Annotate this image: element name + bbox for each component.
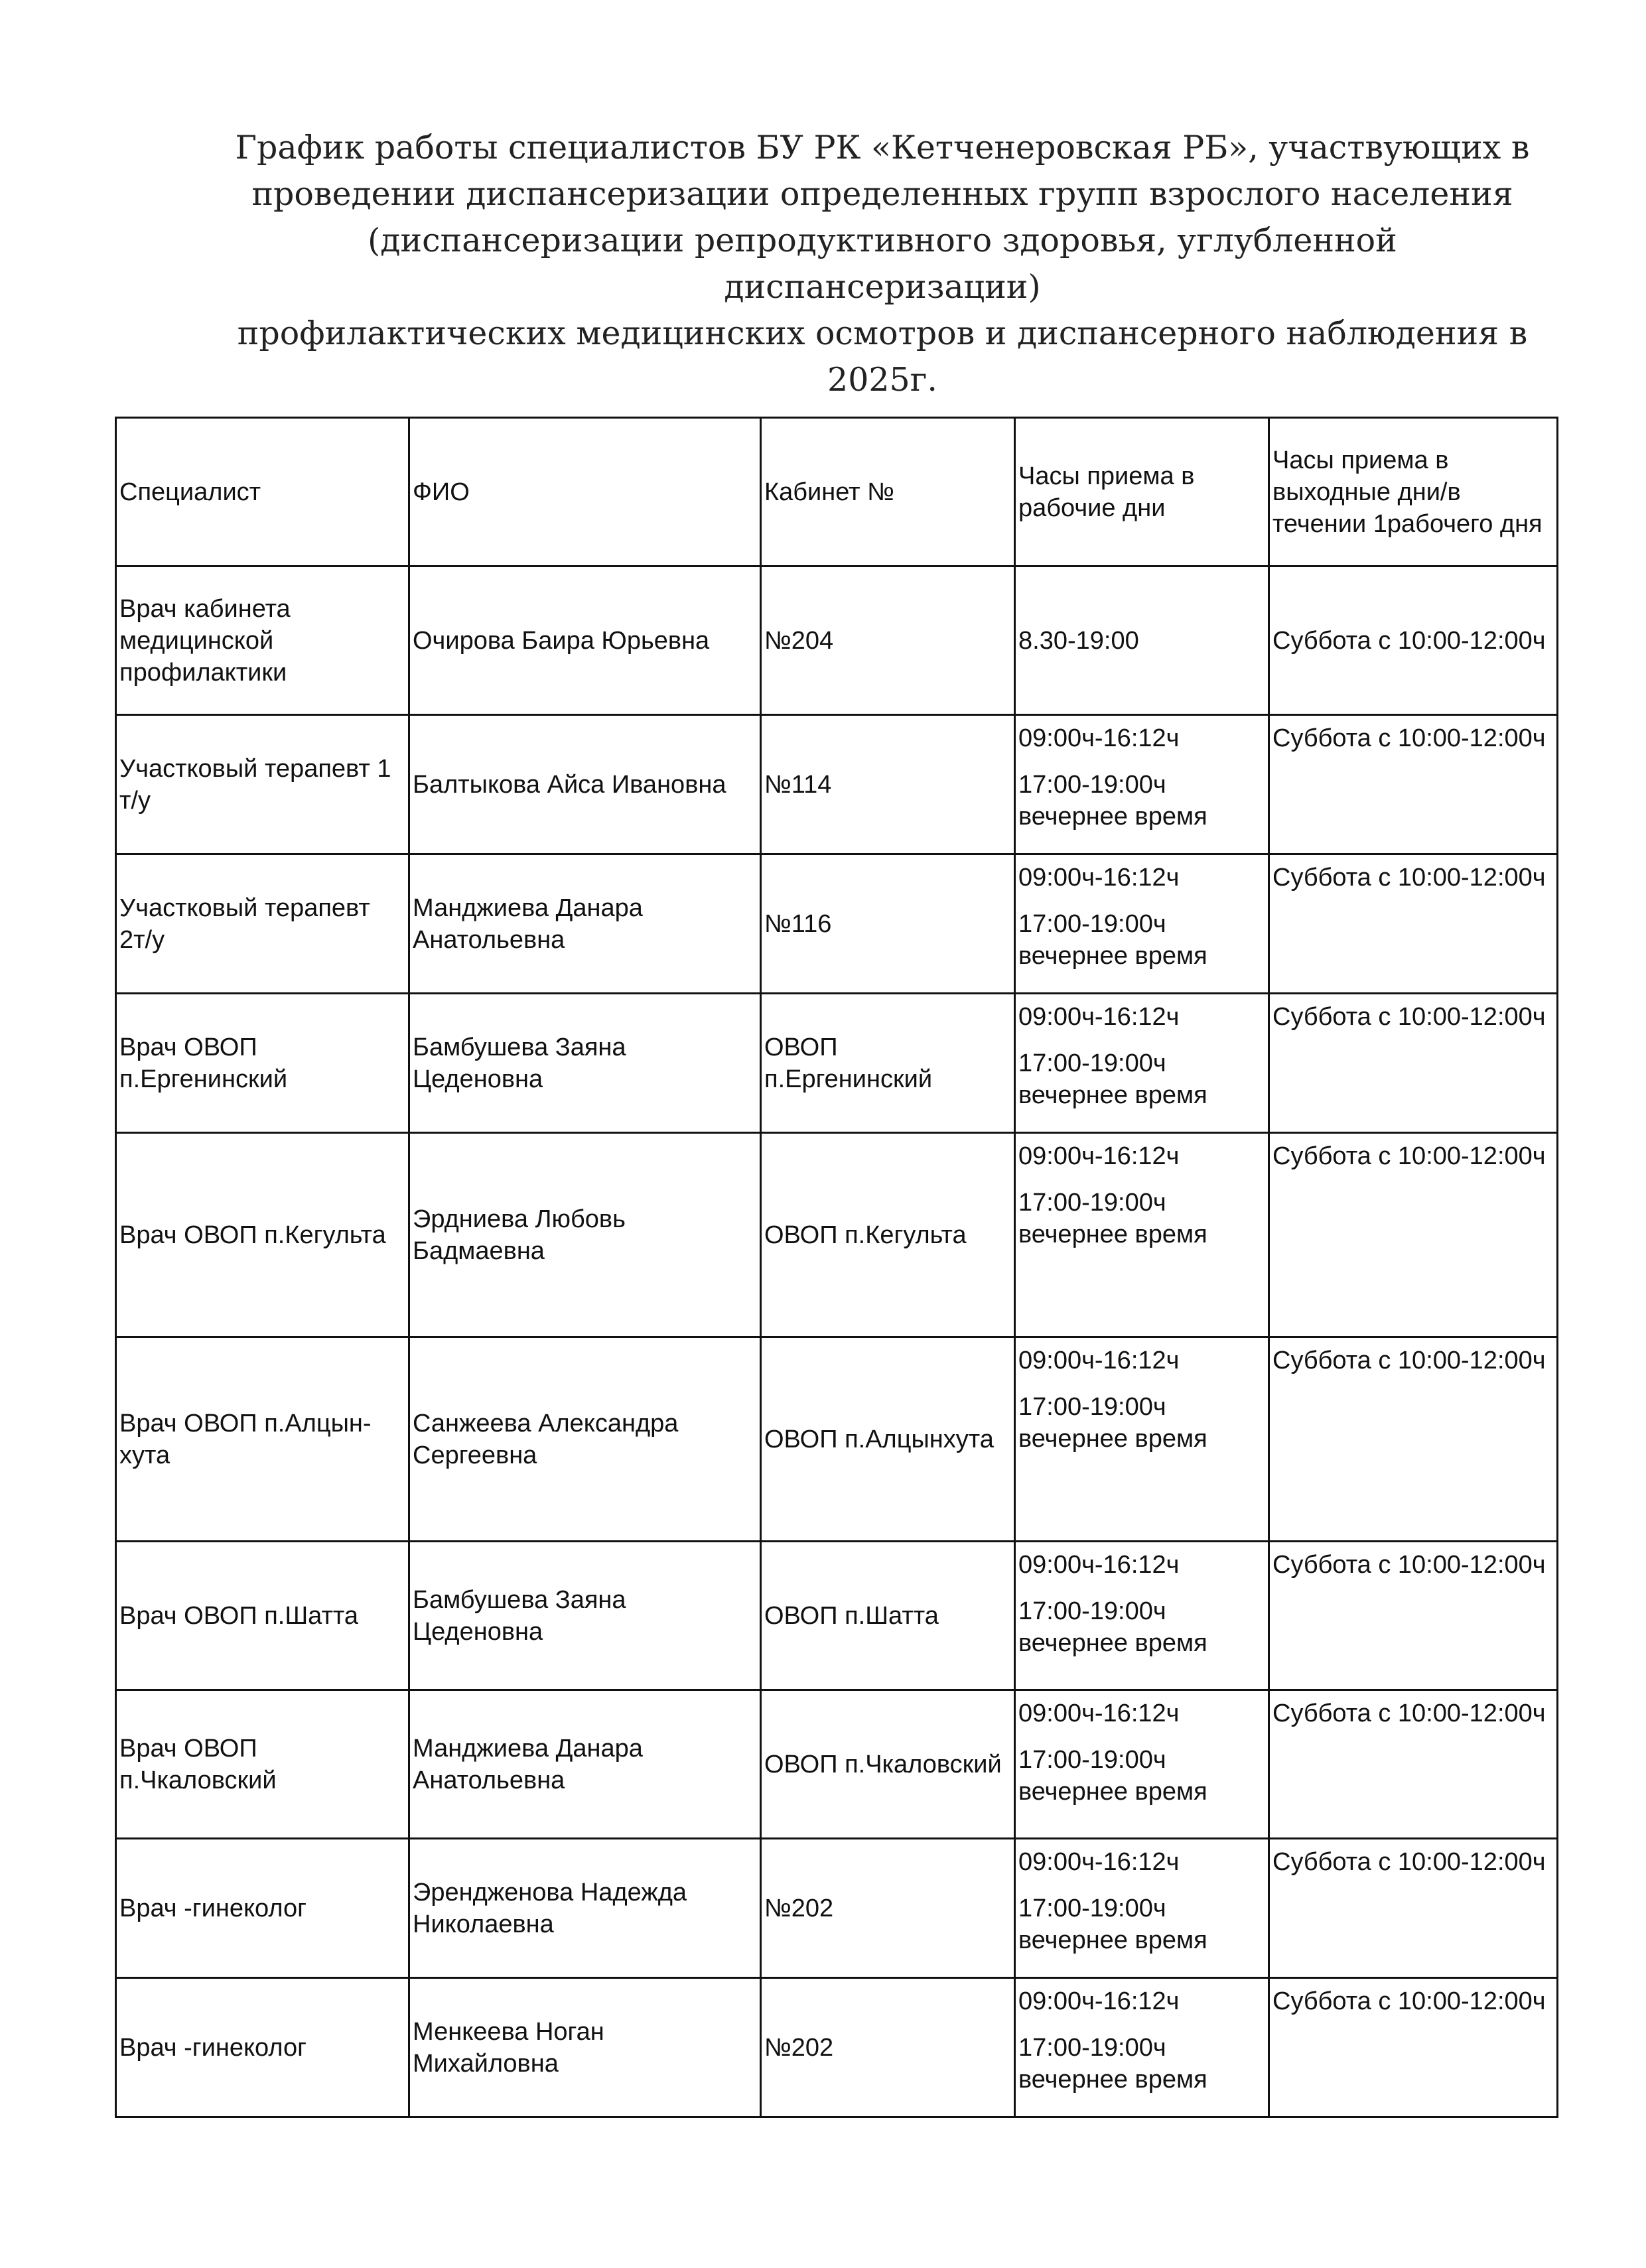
table-row <box>116 567 1558 715</box>
evening-hours: 17:00-19:00ч <box>1018 910 1166 938</box>
table-header-row <box>116 418 1558 567</box>
weekend-hours-cell: Суббота с 10:00-12:00ч <box>1269 1978 1558 2117</box>
specialist-cell: Врач ОВОП п.Алцын-хута <box>116 1337 409 1542</box>
weekday-hours-cell <box>1015 1839 1269 1978</box>
name-cell: Менкеева Ноган Михайловна <box>409 1978 761 2117</box>
weekday-hours-cell <box>1015 1542 1269 1690</box>
weekend-hours-cell: Суббота с 10:00-12:00ч <box>1269 567 1558 715</box>
evening-label: вечернее время <box>1018 2066 1207 2094</box>
weekday-hours: 09:00ч-16:12ч <box>1018 1987 1180 2015</box>
specialist-cell: Врач -гинеколог <box>116 1978 409 2117</box>
specialist-cell: Врач кабинета медицинской профилактики <box>116 567 409 715</box>
weekend-hours-cell: Суббота с 10:00-12:00ч <box>1269 715 1558 854</box>
office-cell: №202 <box>761 1839 1015 1978</box>
weekday-hours: 09:00ч-16:12ч <box>1018 1003 1180 1031</box>
weekday-hours: 09:00ч-16:12ч <box>1018 1347 1180 1374</box>
office-cell: ОВОП п.Ергенинский <box>761 994 1015 1133</box>
weekend-hours-cell: Суббота с 10:00-12:00ч <box>1269 994 1558 1133</box>
office-cell: ОВОП п.Шатта <box>761 1542 1015 1690</box>
evening-label: вечернее время <box>1018 1425 1207 1453</box>
table-row <box>116 994 1558 1133</box>
office-cell: ОВОП п.Кегульта <box>761 1133 1015 1337</box>
table-row <box>116 715 1558 854</box>
weekend-hours-cell: Суббота с 10:00-12:00ч <box>1269 1133 1558 1337</box>
title-line: График работы специалистов БУ РК «Кетченеровская РБ», участвующих в <box>235 129 1530 167</box>
evening-hours: 17:00-19:00ч <box>1018 1895 1166 1922</box>
specialist-cell: Врач ОВОП п.Кегульта <box>116 1133 409 1337</box>
office-cell: №114 <box>761 715 1015 854</box>
table-row <box>116 854 1558 994</box>
weekday-hours-cell <box>1015 715 1269 854</box>
name-cell: Манджиева Данара Анатольевна <box>409 854 761 994</box>
header-cell: Специалист <box>116 418 409 567</box>
header-cell: ФИО <box>409 418 761 567</box>
name-cell: Санжеева Александра Сергеевна <box>409 1337 761 1542</box>
name-cell: Бамбушева Заяна Цеденовна <box>409 994 761 1133</box>
evening-label: вечернее время <box>1018 942 1207 970</box>
weekday-hours: 09:00ч-16:12ч <box>1018 724 1180 752</box>
weekday-hours-cell <box>1015 994 1269 1133</box>
title-line: профилактических медицинских осмотров и диспансерного наблюдения в <box>237 314 1528 352</box>
evening-hours: 17:00-19:00ч <box>1018 2034 1166 2062</box>
office-cell: №116 <box>761 854 1015 994</box>
specialist-cell: Врач ОВОП п.Чкаловский <box>116 1690 409 1839</box>
evening-hours: 17:00-19:00ч <box>1018 1049 1166 1077</box>
evening-label: вечернее время <box>1018 1081 1207 1109</box>
weekend-hours-cell: Суббота с 10:00-12:00ч <box>1269 1690 1558 1839</box>
table-row <box>116 1133 1558 1337</box>
evening-hours: 17:00-19:00ч <box>1018 1189 1166 1217</box>
weekend-hours-cell: Суббота с 10:00-12:00ч <box>1269 1542 1558 1690</box>
table-row <box>116 1337 1558 1542</box>
weekday-hours-cell <box>1015 854 1269 994</box>
evening-label: вечернее время <box>1018 1221 1207 1248</box>
weekday-hours: 09:00ч-16:12ч <box>1018 1848 1180 1876</box>
table-row <box>116 1542 1558 1690</box>
specialist-cell: Врач -гинеколог <box>116 1839 409 1978</box>
weekday-hours-cell <box>1015 1978 1269 2117</box>
name-cell: Очирова Баира Юрьевна <box>409 567 761 715</box>
office-cell: ОВОП п.Алцынхута <box>761 1337 1015 1542</box>
evening-hours: 17:00-19:00ч <box>1018 771 1166 799</box>
title-line: 2025г. <box>827 361 937 399</box>
evening-hours: 17:00-19:00ч <box>1018 1746 1166 1774</box>
name-cell: Балтыкова Айса Ивановна <box>409 715 761 854</box>
weekday-hours: 09:00ч-16:12ч <box>1018 1551 1180 1579</box>
specialist-cell: Участковый терапевт 1 т/у <box>116 715 409 854</box>
evening-label: вечернее время <box>1018 1926 1207 1954</box>
table-row <box>116 1839 1558 1978</box>
header-cell: Часы приема в выходные дни/в течении 1рабочего дня <box>1269 418 1558 567</box>
evening-label: вечернее время <box>1018 803 1207 831</box>
weekday-hours-cell <box>1015 1133 1269 1337</box>
schedule-table <box>115 417 1558 2118</box>
specialist-cell: Врач ОВОП п.Ергенинский <box>116 994 409 1133</box>
weekday-hours-cell <box>1015 1337 1269 1542</box>
weekday-hours-cell: 8.30-19:00 <box>1015 567 1269 715</box>
name-cell: Манджиева Данара Анатольевна <box>409 1690 761 1839</box>
title-line: (диспансеризации репродуктивного здоровья, углубленной диспансеризации) <box>368 222 1397 306</box>
office-cell: ОВОП п.Чкаловский <box>761 1690 1015 1839</box>
weekend-hours-cell: Суббота с 10:00-12:00ч <box>1269 1839 1558 1978</box>
header-cell: Часы приема в рабочие дни <box>1015 418 1269 567</box>
office-cell: №204 <box>761 567 1015 715</box>
weekday-hours-cell <box>1015 1690 1269 1839</box>
evening-hours: 17:00-19:00ч <box>1018 1393 1166 1421</box>
name-cell: Эрдниева Любовь Бадмаевна <box>409 1133 761 1337</box>
evening-label: вечернее время <box>1018 1629 1207 1657</box>
weekend-hours-cell: Суббота с 10:00-12:00ч <box>1269 854 1558 994</box>
specialist-cell: Врач ОВОП п.Шатта <box>116 1542 409 1690</box>
name-cell: Бамбушева Заяна Цеденовна <box>409 1542 761 1690</box>
office-cell: №202 <box>761 1978 1015 2117</box>
specialist-cell: Участковый терапевт 2т/у <box>116 854 409 994</box>
evening-label: вечернее время <box>1018 1778 1207 1806</box>
document-title <box>219 125 1546 403</box>
weekday-hours: 09:00ч-16:12ч <box>1018 864 1180 892</box>
title-line: проведении диспансеризации определенных групп взрослого населения <box>251 175 1513 213</box>
evening-hours: 17:00-19:00ч <box>1018 1597 1166 1625</box>
name-cell: Эрендженова Надежда Николаевна <box>409 1839 761 1978</box>
table-row <box>116 1978 1558 2117</box>
weekday-hours: 09:00ч-16:12ч <box>1018 1700 1180 1727</box>
weekday-hours: 09:00ч-16:12ч <box>1018 1142 1180 1170</box>
table-row <box>116 1690 1558 1839</box>
weekend-hours-cell: Суббота с 10:00-12:00ч <box>1269 1337 1558 1542</box>
header-cell: Кабинет № <box>761 418 1015 567</box>
